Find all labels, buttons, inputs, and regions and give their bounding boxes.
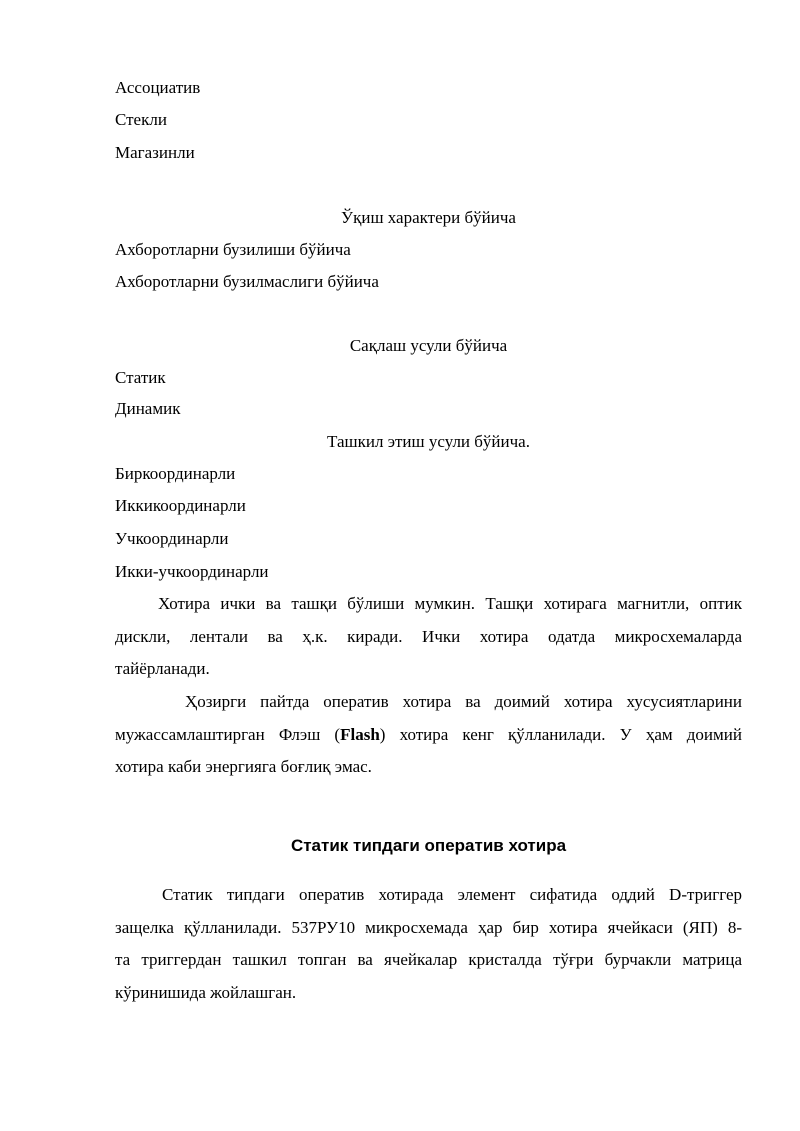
paragraph-line: Хотира ички ва ташқи бўлиши мумкин. Ташқи хотирага магнитли, оптик — [158, 594, 742, 613]
paragraph-line-flash — [115, 719, 742, 752]
list-item: Ахборотларни бузилмаслиги бўйича — [115, 272, 379, 291]
list-item: Статик — [115, 368, 166, 387]
list-item: Ассоциатив — [115, 78, 201, 97]
list-item: Иккикоординарли — [115, 496, 246, 515]
paragraph-flash-memory — [115, 686, 742, 784]
section-heading: Статик типдаги оператив хотира — [290, 836, 567, 855]
paragraph-line: хотира каби энергияга боғлиқ эмас. — [115, 757, 372, 776]
paragraph-line: та триггердан ташкил топган ва ячейкалар кристалда тўғри бурчакли матрица — [115, 950, 742, 969]
paragraph-memory-types — [115, 588, 742, 686]
text-fragment: ) хотира кенг қўлланилади. У ҳам доимий — [379, 724, 742, 744]
list-item: Динамик — [115, 399, 181, 418]
paragraph-line: защелка қўлланилади. 537РУ10 микросхемада ҳар бир хотира ячейкаси (ЯП) 8- — [115, 917, 742, 937]
flash-term: Flash — [340, 724, 380, 744]
section-title-organization: Ташкил этиш усули бўйича. — [327, 432, 530, 451]
text-fragment: мужассамлаштирган Флэш ( — [115, 724, 341, 744]
list-item: Биркоординарли — [115, 464, 236, 483]
paragraph-line: Ҳозирги пайтда оператив хотира ва доимий хотира хусусиятларини — [185, 692, 742, 711]
paragraph-line: Статик типдаги оператив хотирада элемент сифатида оддий D-триггер — [162, 885, 742, 904]
paragraph-static-ram — [115, 879, 742, 1009]
list-item: Икки-учкоординарли — [115, 562, 269, 581]
list-item: Учкоординарли — [115, 529, 229, 548]
list-item: Магазинли — [115, 143, 195, 162]
list-item: Ахборотларни бузилиши бўйича — [115, 240, 351, 259]
section-title-storage: Сақлаш усули бўйича — [349, 336, 508, 355]
section-title-reading: Ўқиш характери бўйича — [341, 208, 516, 227]
paragraph-line: тайёрланади. — [115, 659, 210, 678]
paragraph-line: дискли, лентали ва ҳ.к. киради. Ички хотира одатда микросхемаларда — [115, 626, 742, 646]
paragraph-line: кўринишида жойлашган. — [115, 982, 297, 1002]
list-item: Стекли — [115, 110, 167, 129]
